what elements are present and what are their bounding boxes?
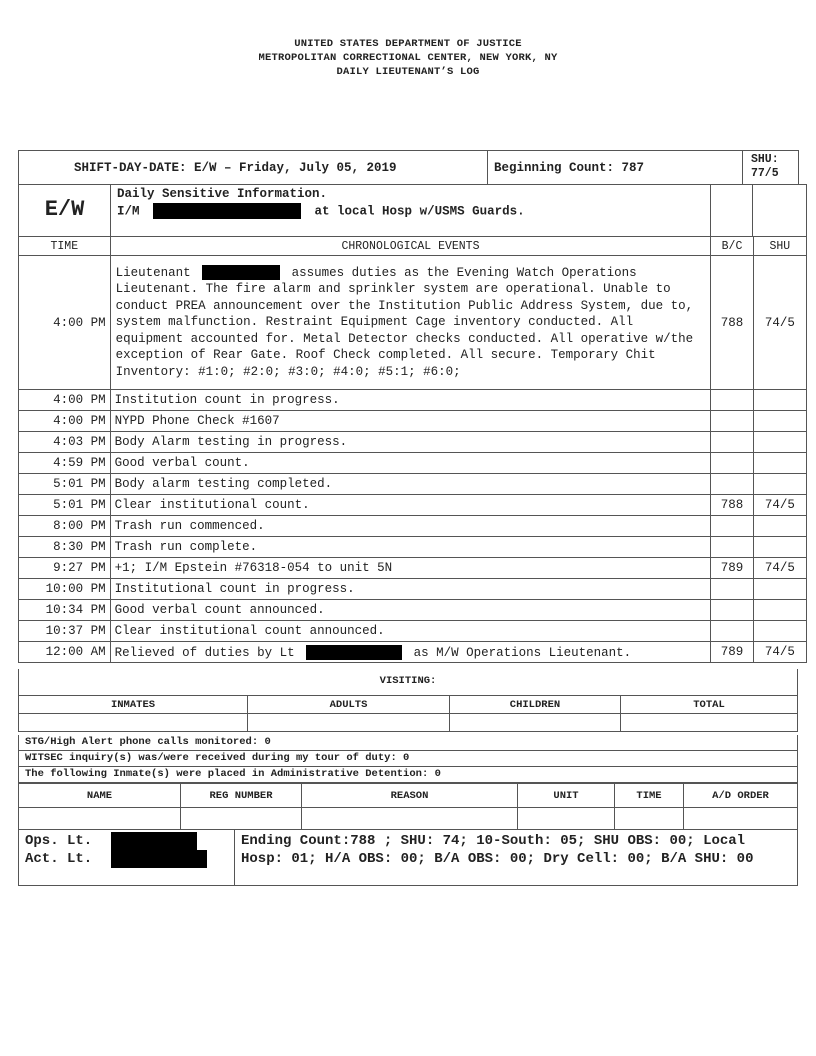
shift-day-date-cell	[18, 150, 488, 185]
entry-event-prefix: Lieutenant	[115, 265, 191, 280]
entry-time: 5:01 PM	[19, 495, 111, 516]
visiting-table	[18, 695, 798, 732]
table-row	[19, 474, 807, 495]
entry-bc	[711, 432, 753, 453]
entry-bc	[711, 474, 753, 495]
detention-col-reason: REASON	[302, 784, 518, 808]
sensitive-title: Daily Sensitive Information.	[117, 187, 328, 201]
visiting-col-total: TOTAL	[621, 696, 798, 714]
detention-col-reg-number: REG NUMBER	[181, 784, 302, 808]
col-shu: SHU	[753, 237, 806, 256]
entry-time: 4:59 PM	[19, 453, 111, 474]
entry-shu: 74/5	[753, 642, 806, 663]
visiting-col-adults: ADULTS	[248, 696, 450, 714]
entry-bc	[711, 516, 753, 537]
visiting-total-value	[621, 714, 798, 732]
entry-bc	[711, 600, 753, 621]
detention-reason-value	[302, 808, 518, 830]
table-row	[19, 453, 807, 474]
entry-shu	[753, 390, 806, 411]
sensitive-shu-cell	[752, 184, 807, 237]
entry-time: 10:34 PM	[19, 600, 111, 621]
ops-lt-label: Ops. Lt.	[25, 833, 93, 849]
detention-time-value	[615, 808, 684, 830]
table-row	[19, 600, 807, 621]
admin-detention-note: The following Inmate(s) were placed in Administrative Detention: 0	[18, 767, 798, 783]
shift-code-cell	[18, 184, 111, 237]
entry-event	[110, 256, 711, 390]
visiting-inmates-value	[19, 714, 248, 732]
entry-bc	[711, 537, 753, 558]
entry-shu	[753, 411, 806, 432]
entry-time: 10:37 PM	[19, 621, 111, 642]
detention-col-unit: UNIT	[518, 784, 615, 808]
visiting-header-row	[19, 696, 798, 714]
entry-event: Clear institutional count announced.	[110, 621, 711, 642]
entry-event: Good verbal count announced.	[110, 600, 711, 621]
entry-event: NYPD Phone Check #1607	[110, 411, 711, 432]
entry-bc: 789	[711, 558, 753, 579]
detention-empty-row	[19, 808, 798, 830]
entry-time: 4:00 PM	[19, 411, 111, 432]
redaction-block	[306, 645, 402, 660]
shu-top-value: 77/5	[751, 167, 779, 180]
table-row	[19, 516, 807, 537]
visiting-children-value	[450, 714, 621, 732]
detention-col-ad-order: A/D ORDER	[684, 784, 798, 808]
entry-event: Good verbal count.	[110, 453, 711, 474]
sensitive-suffix: at local Hosp w/USMS Guards.	[314, 204, 525, 219]
detention-col-name: NAME	[19, 784, 181, 808]
col-bc: B/C	[711, 237, 753, 256]
table-row	[19, 256, 807, 390]
visiting-col-children: CHILDREN	[450, 696, 621, 714]
entry-time: 8:00 PM	[19, 516, 111, 537]
detention-name-value	[19, 808, 181, 830]
visiting-col-inmates: INMATES	[19, 696, 248, 714]
stg-phone-calls-note: STG/High Alert phone calls monitored: 0	[18, 735, 798, 751]
table-row	[19, 432, 807, 453]
entry-event-text: assumes duties as the Evening Watch Operations Lieutenant. The fire alarm and sprinkler system are operational. Unable to conduct PREA announcement over the Institution Public Address System, due to, system malfunction. Restraint Equipment Cage inventory conducted. All equipment accounted for. Metal Detector checks conducted. All operative w/the exception of Rear Gate. Roof Check completed. All secure. Temporary Chit Inventory: #1:0; #2:0; #3:0; #4:0; #5:1; #6:0;	[115, 265, 694, 379]
entry-bc: 789	[711, 642, 753, 663]
redaction-block	[111, 850, 207, 868]
entry-shu	[753, 432, 806, 453]
detention-reg-value	[181, 808, 302, 830]
shift-day-date: SHIFT-DAY-DATE: E/W – Friday, July 05, 2019	[74, 161, 397, 175]
table-row	[19, 537, 807, 558]
entry-bc	[711, 621, 753, 642]
header-agency: UNITED STATES DEPARTMENT OF JUSTICE	[294, 38, 522, 50]
table-row	[19, 558, 807, 579]
entry-time: 4:00 PM	[19, 390, 111, 411]
entry-time: 5:01 PM	[19, 474, 111, 495]
entry-event: Clear institutional count.	[110, 495, 711, 516]
log-header-row	[19, 237, 807, 256]
entry-bc	[711, 579, 753, 600]
entry-shu	[753, 516, 806, 537]
entry-event-suffix: as M/W Operations Lieutenant.	[413, 645, 632, 660]
act-lt-label: Act. Lt.	[25, 851, 93, 867]
entry-event: Body Alarm testing in progress.	[110, 432, 711, 453]
entry-event: Institution count in progress.	[110, 390, 711, 411]
entry-time: 12:00 AM	[19, 642, 111, 663]
entry-shu	[753, 537, 806, 558]
beginning-count-cell	[487, 150, 743, 185]
col-events: CHRONOLOGICAL EVENTS	[110, 237, 711, 256]
table-row	[19, 390, 807, 411]
entry-shu	[753, 474, 806, 495]
table-row	[19, 579, 807, 600]
ending-count-cell	[234, 829, 798, 886]
table-row	[19, 411, 807, 432]
header-facility: METROPOLITAN CORRECTIONAL CENTER, NEW YORK, NY	[258, 52, 558, 64]
visiting-title: VISITING:	[379, 675, 437, 687]
entry-shu	[753, 600, 806, 621]
table-row	[19, 621, 807, 642]
redaction-block	[153, 203, 301, 219]
entry-event: Trash run commenced.	[110, 516, 711, 537]
entry-bc	[711, 453, 753, 474]
entry-event: Institutional count in progress.	[110, 579, 711, 600]
entry-event: +1; I/M Epstein #76318-054 to unit 5N	[110, 558, 711, 579]
visiting-section	[18, 669, 798, 696]
entry-time: 8:30 PM	[19, 537, 111, 558]
detention-unit-value	[518, 808, 615, 830]
entry-event: Trash run complete.	[110, 537, 711, 558]
table-row	[19, 642, 807, 663]
entry-event-prefix: Relieved of duties by Lt	[114, 645, 295, 660]
entry-time: 4:00 PM	[19, 256, 111, 390]
lieutenant-signatures	[18, 829, 235, 886]
visiting-adults-value	[248, 714, 450, 732]
sensitive-prefix: I/M	[117, 204, 140, 219]
detention-order-value	[684, 808, 798, 830]
entry-time: 9:27 PM	[19, 558, 111, 579]
entry-time: 10:00 PM	[19, 579, 111, 600]
log-entries	[19, 390, 807, 642]
entry-shu	[753, 621, 806, 642]
table-row	[19, 495, 807, 516]
entry-bc: 788	[711, 256, 753, 390]
entry-event: Body alarm testing completed.	[110, 474, 711, 495]
entry-shu: 74/5	[753, 558, 806, 579]
shu-top-cell	[742, 150, 799, 185]
entry-shu: 74/5	[753, 256, 806, 390]
header-log-title: DAILY LIEUTENANT’S LOG	[336, 66, 480, 78]
entry-bc: 788	[711, 495, 753, 516]
entry-shu	[753, 453, 806, 474]
beginning-count: Beginning Count: 787	[494, 161, 645, 175]
detention-header-row	[19, 784, 798, 808]
detention-table	[18, 783, 798, 830]
entry-shu: 74/5	[753, 495, 806, 516]
entry-bc	[711, 411, 753, 432]
redaction-block	[202, 265, 280, 280]
redaction-block	[111, 832, 197, 850]
shift-code: E/W	[44, 197, 85, 222]
entry-bc	[711, 390, 753, 411]
chronological-log-table	[18, 236, 807, 663]
entry-shu	[753, 579, 806, 600]
sensitive-info-cell	[110, 184, 711, 237]
ending-count: Ending Count:788 ; SHU: 74; 10-South: 05; SHU OBS: 00; Local Hosp: 01; H/A OBS: 00; B/A OBS: 00; Dry Cell: 00; B/A SHU: 00	[241, 833, 754, 867]
entry-time: 4:03 PM	[19, 432, 111, 453]
col-time: TIME	[19, 237, 111, 256]
entry-event	[110, 642, 711, 663]
shu-top-label: SHU:	[751, 153, 779, 166]
detention-col-time: TIME	[615, 784, 684, 808]
witsec-inquiry-note: WITSEC inquiry(s) was/were received during my tour of duty: 0	[18, 751, 798, 767]
sensitive-bc-cell	[710, 184, 753, 237]
visiting-value-row	[19, 714, 798, 732]
